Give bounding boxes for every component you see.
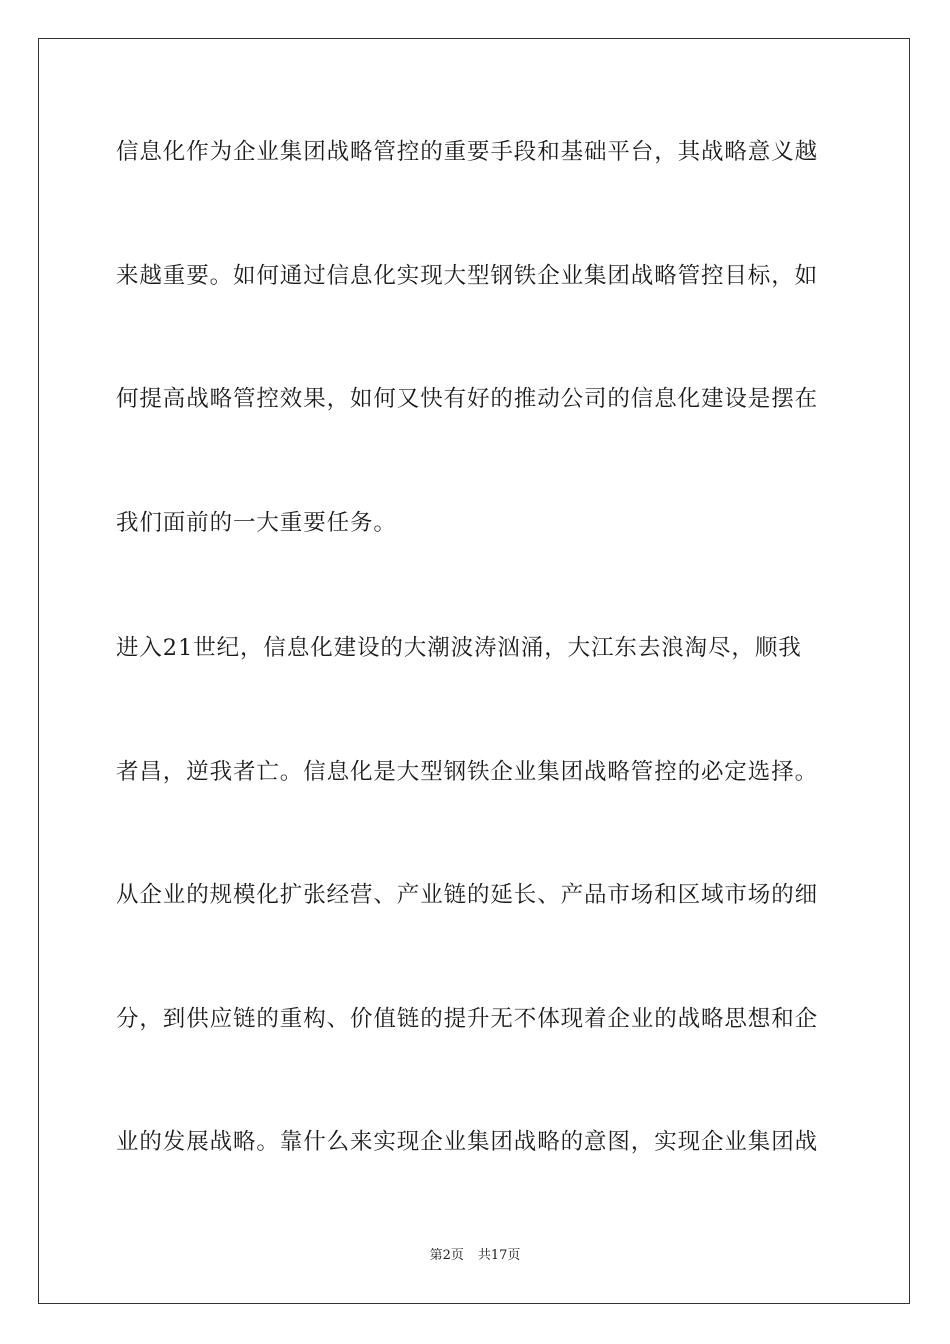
body-text-line: 信息化作为企业集团战略管控的重要手段和基础平台，其战略意义越 xyxy=(116,139,819,165)
page-number: 第2页 xyxy=(429,1248,464,1263)
body-text-line: 业的发展战略。靠什么来实现企业集团战略的意图，实现企业集团战 xyxy=(116,1129,819,1155)
body-text-line: 进入21世纪，信息化建设的大潮波涛汹涌，大江东去浪淘尽，顺我 xyxy=(116,635,802,661)
body-text-line: 我们面前的一大重要任务。 xyxy=(116,510,397,536)
page-footer xyxy=(0,1247,950,1265)
total-pages: 共17页 xyxy=(477,1248,521,1263)
body-text-line: 来越重要。如何通过信息化实现大型钢铁企业集团战略管控目标，如 xyxy=(116,263,819,289)
body-text-line: 何提高战略管控效果，如何又快有好的推动公司的信息化建设是摆在 xyxy=(116,386,819,412)
body-text-line: 者昌，逆我者亡。信息化是大型钢铁企业集团战略管控的必定选择。 xyxy=(116,759,819,785)
page-border xyxy=(38,38,910,1304)
body-text-line: 分，到供应链的重构、价值链的提升无不体现着企业的战略思想和企 xyxy=(116,1006,819,1032)
body-text-line: 从企业的规模化扩张经营、产业链的延长、产品市场和区域市场的细 xyxy=(116,882,819,908)
